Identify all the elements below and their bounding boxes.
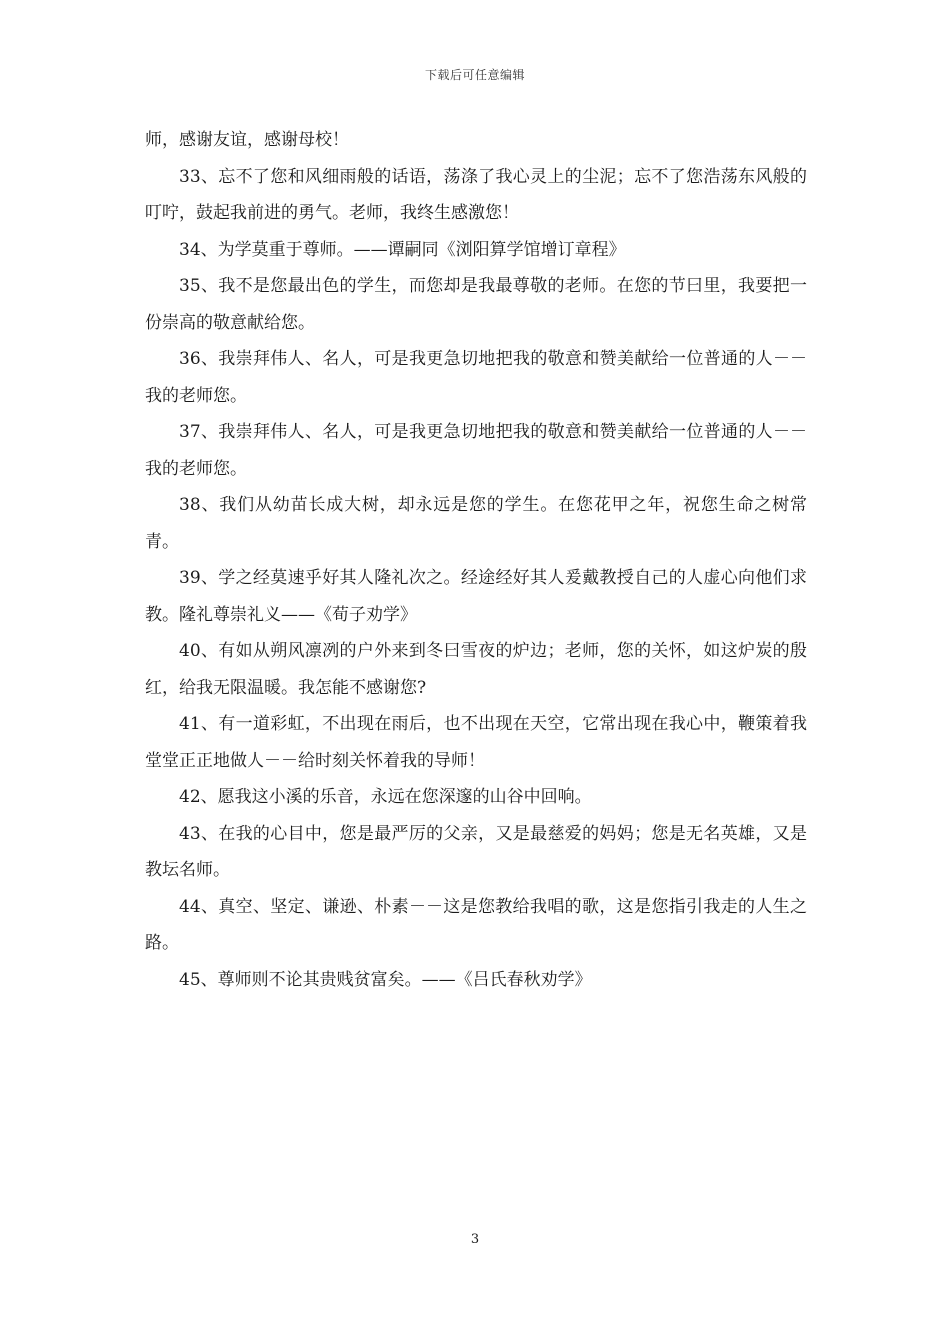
- paragraph-44: 44、真空、坚定、谦逊、朴素－－这是您教给我唱的歌，这是您指引我走的人生之路。: [145, 896, 807, 953]
- paragraph-45: 45、尊师则不论其贵贱贫富矣。——《吕氏春秋劝学》: [179, 969, 592, 990]
- page-header: 下载后可任意编辑: [424, 68, 525, 82]
- paragraph-42: 42、愿我这小溪的乐音，永远在您深邃的山谷中回响。: [179, 787, 592, 807]
- paragraph-continuation: 师，感谢友谊，感谢母校！: [145, 130, 349, 150]
- paragraph-39: 39、学之经莫速乎好其人隆礼次之。经途经好其人爰戴教授自己的人虚心向他们求教。隆礼尊崇礼义——《荀子劝学》: [145, 568, 807, 625]
- paragraph-40: 40、有如从朔风凛冽的户外来到冬曰雪夜的炉边；老师，您的关怀，如这炉炭的殷红，给我无限温暖。我怎能不感谢您?: [145, 641, 807, 698]
- page-number: 3: [470, 1232, 480, 1247]
- paragraph-33: 33、忘不了您和风细雨般的话语，荡涤了我心灵上的尘泥；忘不了您浩荡东风般的叮咛，鼓起我前进的勇气。老师，我终生感激您！: [145, 166, 807, 223]
- document-body: [145, 122, 807, 998]
- paragraph-35: 35、我不是您最出色的学生，而您却是我最尊敬的老师。在您的节曰里，我要把一份崇高的敬意献给您。: [145, 276, 807, 333]
- paragraph-34: 34、为学莫重于尊师。——谭嗣同《浏阳算学馆增订章程》: [179, 239, 626, 260]
- paragraph-41: 41、有一道彩虹，不出现在雨后，也不出现在天空，它常出现在我心中，鞭策着我堂堂正正地做人－－给时刻关怀着我的导师！: [145, 714, 807, 771]
- paragraph-37: 37、我崇拜伟人、名人，可是我更急切地把我的敬意和赞美献给一位普通的人－－我的老师您。: [145, 422, 807, 479]
- paragraph-36: 36、我崇拜伟人、名人，可是我更急切地把我的敬意和赞美献给一位普通的人－－我的老师您。: [145, 349, 807, 406]
- paragraph-43: 43、在我的心目中，您是最严厉的父亲，又是最慈爱的妈妈；您是无名英雄，又是教坛名师。: [145, 823, 807, 880]
- paragraph-38: 38、我们从幼苗长成大树，却永远是您的学生。在您花甲之年，祝您生命之树常青。: [145, 495, 807, 552]
